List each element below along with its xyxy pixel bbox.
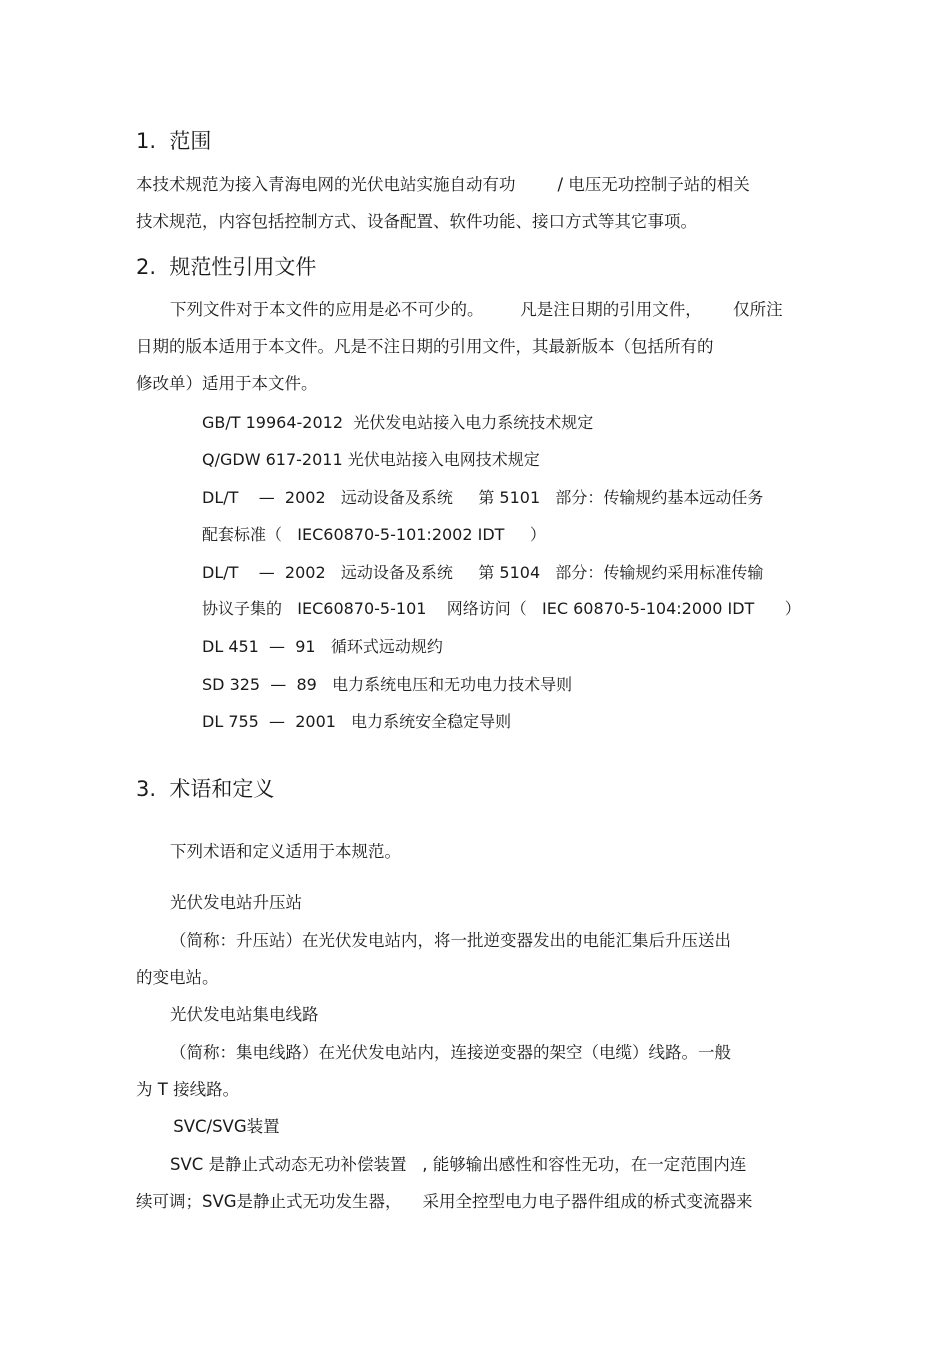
term-title: 光伏发电站集电线路 — [170, 1005, 319, 1024]
reference-item: GB/T 19964-2012 光伏发电站接入电力系统技术规定 — [202, 413, 594, 432]
reference-item: Q/GDW 617-2011 光伏电站接入电网技术规定 — [202, 450, 540, 469]
paragraph-line: 技术规范，内容包括控制方式、设备配置、软件功能、接口方式等其它事项。 — [136, 212, 697, 231]
reference-item: DL 755 — 2001 电力系统安全稳定导则 — [202, 712, 512, 731]
section-2-heading: 2. 规范性引用文件 — [136, 255, 317, 279]
paragraph-line: SVC 是静止式动态无功补偿装置 , 能够输出感性和容性无功，在一定范围内连 — [170, 1155, 747, 1174]
term-title: 光伏发电站升压站 — [170, 893, 302, 912]
paragraph-line: 下列术语和定义适用于本规范。 — [170, 842, 401, 861]
paragraph-line: 下列文件对于本文件的应用是必不可少的。 凡是注日期的引用文件， 仅所注 — [170, 300, 783, 319]
paragraph-line: 日期的版本适用于本文件。凡是不注日期的引用文件，其最新版本（包括所有的 — [136, 337, 714, 356]
reference-item: SD 325 — 89 电力系统电压和无功电力技术导则 — [202, 675, 573, 694]
paragraph-line: 的变电站。 — [136, 968, 219, 987]
reference-item: 配套标准（ IEC60870-5-101:2002 IDT ） — [202, 525, 546, 544]
section-1-heading: 1. 范围 — [136, 129, 212, 153]
reference-item: DL 451 — 91 循环式远动规约 — [202, 637, 443, 656]
paragraph-line: 为 T 接线路。 — [136, 1080, 240, 1099]
reference-item: DL/T — 2002 远动设备及系统 第 5101 部分：传输规约基本远动任务 — [202, 488, 764, 507]
section-3-heading: 3. 术语和定义 — [136, 777, 275, 801]
paragraph-line: （简称：升压站）在光伏发电站内，将一批逆变器发出的电能汇集后升压送出 — [170, 931, 731, 950]
paragraph-line: （简称：集电线路）在光伏发电站内，连接逆变器的架空（电缆）线路。一般 — [170, 1043, 731, 1062]
paragraph-line: 续可调；SVG是静止式无功发生器， 采用全控型电力电子器件组成的桥式变流器来 — [136, 1192, 753, 1211]
reference-item: DL/T — 2002 远动设备及系统 第 5104 部分：传输规约采用标准传输 — [202, 563, 764, 582]
paragraph-line: 修改单）适用于本文件。 — [136, 374, 318, 393]
paragraph-line: 本技术规范为接入青海电网的光伏电站实施自动有功 / 电压无功控制子站的相关 — [136, 175, 750, 194]
reference-item: 协议子集的 IEC60870-5-101 网络访问（ IEC 60870-5-104:2000 IDT ） — [202, 599, 801, 618]
term-title: SVC/SVG装置 — [168, 1117, 280, 1136]
